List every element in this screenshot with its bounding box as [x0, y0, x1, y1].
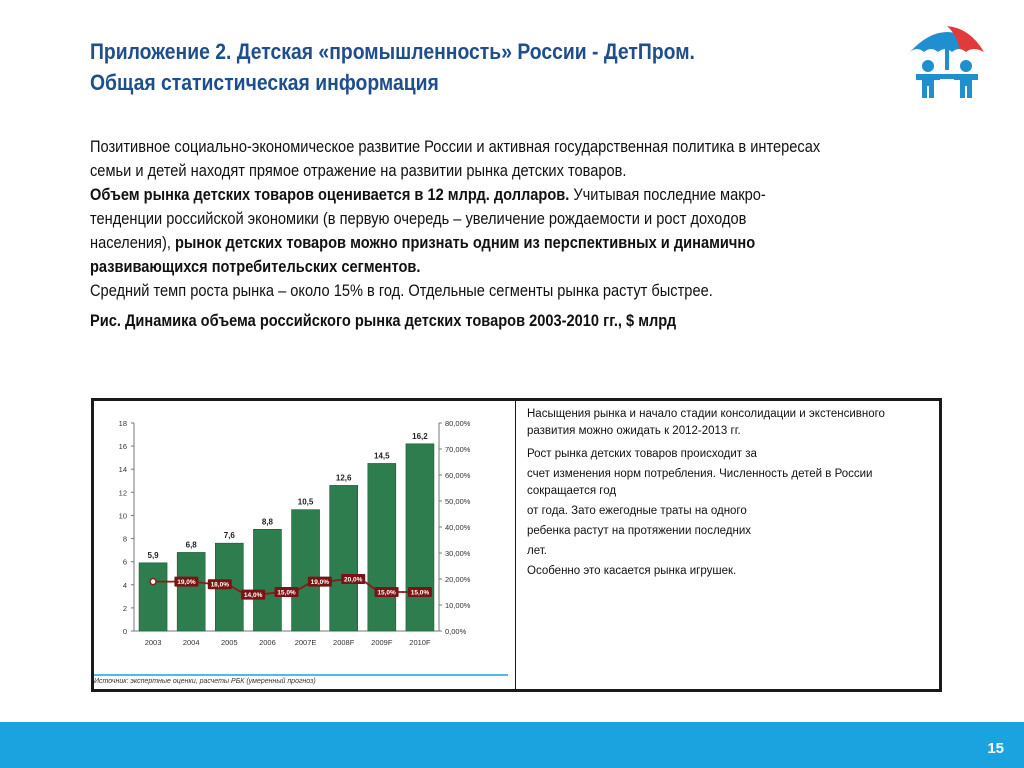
note-5: ребенка растут на протяжении последних	[527, 525, 752, 537]
y2-tick-label: 20,00%	[445, 575, 471, 584]
paragraph-2-bold: Объем рынка детских товаров оценивается в 12 млрд. долларов.	[90, 185, 570, 204]
y2-tick-label: 80,00%	[445, 419, 471, 428]
bar-value-label: 5,9	[147, 550, 159, 560]
y-tick-label: 0	[122, 627, 127, 636]
growth-value-label: 15,0%	[277, 589, 296, 597]
note-1: Насыщения рынка и начало стадии консолидации и экстенсивного развития можно ожидать к 2012-2013 гг.	[527, 408, 885, 437]
title-line-1: Приложение 2. Детская «промышленность» России - ДетПром.	[90, 39, 695, 64]
body-text	[90, 135, 830, 303]
y2-tick-label: 60,00%	[445, 471, 471, 480]
figure-caption: Рис. Динамика объема российского рынка детских товаров 2003-2010 гг., $ млрд	[90, 311, 677, 330]
bar-value-label: 8,8	[261, 517, 273, 527]
x-tick-label: 2004	[182, 638, 200, 647]
paragraph-3: Средний темп роста рынка – около 15% в год. Отдельные сегменты рынка растут быстрее.	[90, 281, 713, 300]
y-tick-label: 12	[118, 488, 127, 498]
x-tick-label: 2003	[144, 638, 162, 647]
paragraph-2-text: Учитывая последние макро-тенденции российской экономики (в первую очередь – увеличение рождаемости и рост доходов населения),	[90, 185, 766, 252]
y2-tick-label: 10,00%	[445, 601, 471, 610]
notes-column	[527, 406, 927, 583]
bar	[177, 552, 205, 631]
bar	[406, 444, 434, 631]
x-tick-label: 2009F	[371, 638, 393, 647]
y2-tick-label: 30,00%	[445, 549, 471, 558]
note-3: счет изменения норм потребления. Численность детей в России сокращается год	[527, 468, 873, 497]
y2-tick-label: 50,00%	[445, 497, 471, 506]
slide-title	[90, 36, 776, 98]
bar-value-label: 6,8	[185, 540, 197, 550]
y-tick-label: 10	[118, 511, 127, 521]
y-tick-label: 14	[118, 465, 127, 475]
bar	[292, 510, 320, 631]
bar-value-label: 7,6	[223, 531, 235, 541]
note-7: Особенно это касается рынка игрушек.	[527, 565, 737, 577]
paragraph-2-bold-2: рынок детских товаров можно признать одним из перспективных и динамично развивающихся потребительских сегментов.	[90, 233, 756, 276]
growth-value-label: 20,0%	[344, 576, 363, 584]
x-tick-label: 2006	[259, 638, 276, 647]
growth-value-label: 15,0%	[377, 589, 396, 597]
paragraph-2	[90, 183, 830, 279]
page-number: 15	[987, 740, 1004, 757]
y2-tick-label: 0,00%	[445, 627, 467, 636]
x-tick-label: 2010F	[409, 638, 431, 647]
paragraph-1: Позитивное социально-экономическое развитие России и активная государственная политика в интересах семьи и детей находят прямое отражение на развитии рынка детских товаров.	[90, 137, 821, 180]
x-tick-label: 2005	[220, 638, 238, 647]
growth-value-label: 19,0%	[177, 579, 196, 587]
growth-value-label: 15,0%	[410, 589, 430, 597]
bar	[139, 563, 167, 631]
note-6: лет.	[527, 545, 547, 557]
footer-bar	[0, 722, 1024, 768]
growth-value-label: 14,0%	[243, 592, 263, 600]
x-tick-label: 2008F	[333, 638, 355, 647]
y-tick-label: 8	[122, 534, 127, 544]
y-tick-label: 18	[118, 419, 127, 428]
bar-value-label: 10,5	[297, 497, 314, 507]
bar-value-label: 14,5	[374, 451, 390, 461]
x-tick-label: 2007E	[294, 638, 317, 647]
bar	[368, 463, 396, 631]
growth-point	[150, 579, 156, 585]
bar-value-label: 12,6	[335, 473, 352, 483]
y-tick-label: 4	[122, 580, 127, 590]
bar	[253, 529, 281, 631]
y-tick-label: 2	[122, 603, 127, 613]
growth-value-label: 18,0%	[210, 581, 229, 589]
note-2: Рост рынка детских товаров происходит за	[527, 448, 757, 460]
growth-value-label: 19,0%	[310, 579, 330, 587]
market-volume-chart	[94, 401, 514, 689]
frame-divider	[515, 398, 516, 692]
y2-tick-label: 70,00%	[445, 445, 471, 454]
y2-tick-label: 40,00%	[445, 523, 471, 532]
bar-value-label: 16,2	[412, 431, 428, 441]
y-tick-label: 6	[122, 557, 127, 567]
note-4: от года. Зато ежегодные траты на одного	[527, 505, 747, 517]
y-tick-label: 16	[118, 442, 127, 452]
bar	[330, 485, 358, 631]
family-umbrella-logo-icon	[906, 18, 988, 100]
source-note: Источник: экспертные оценки, расчеты РБК (умеренный прогноз)	[94, 678, 316, 685]
title-line-2: Общая статистическая информация	[90, 70, 439, 95]
